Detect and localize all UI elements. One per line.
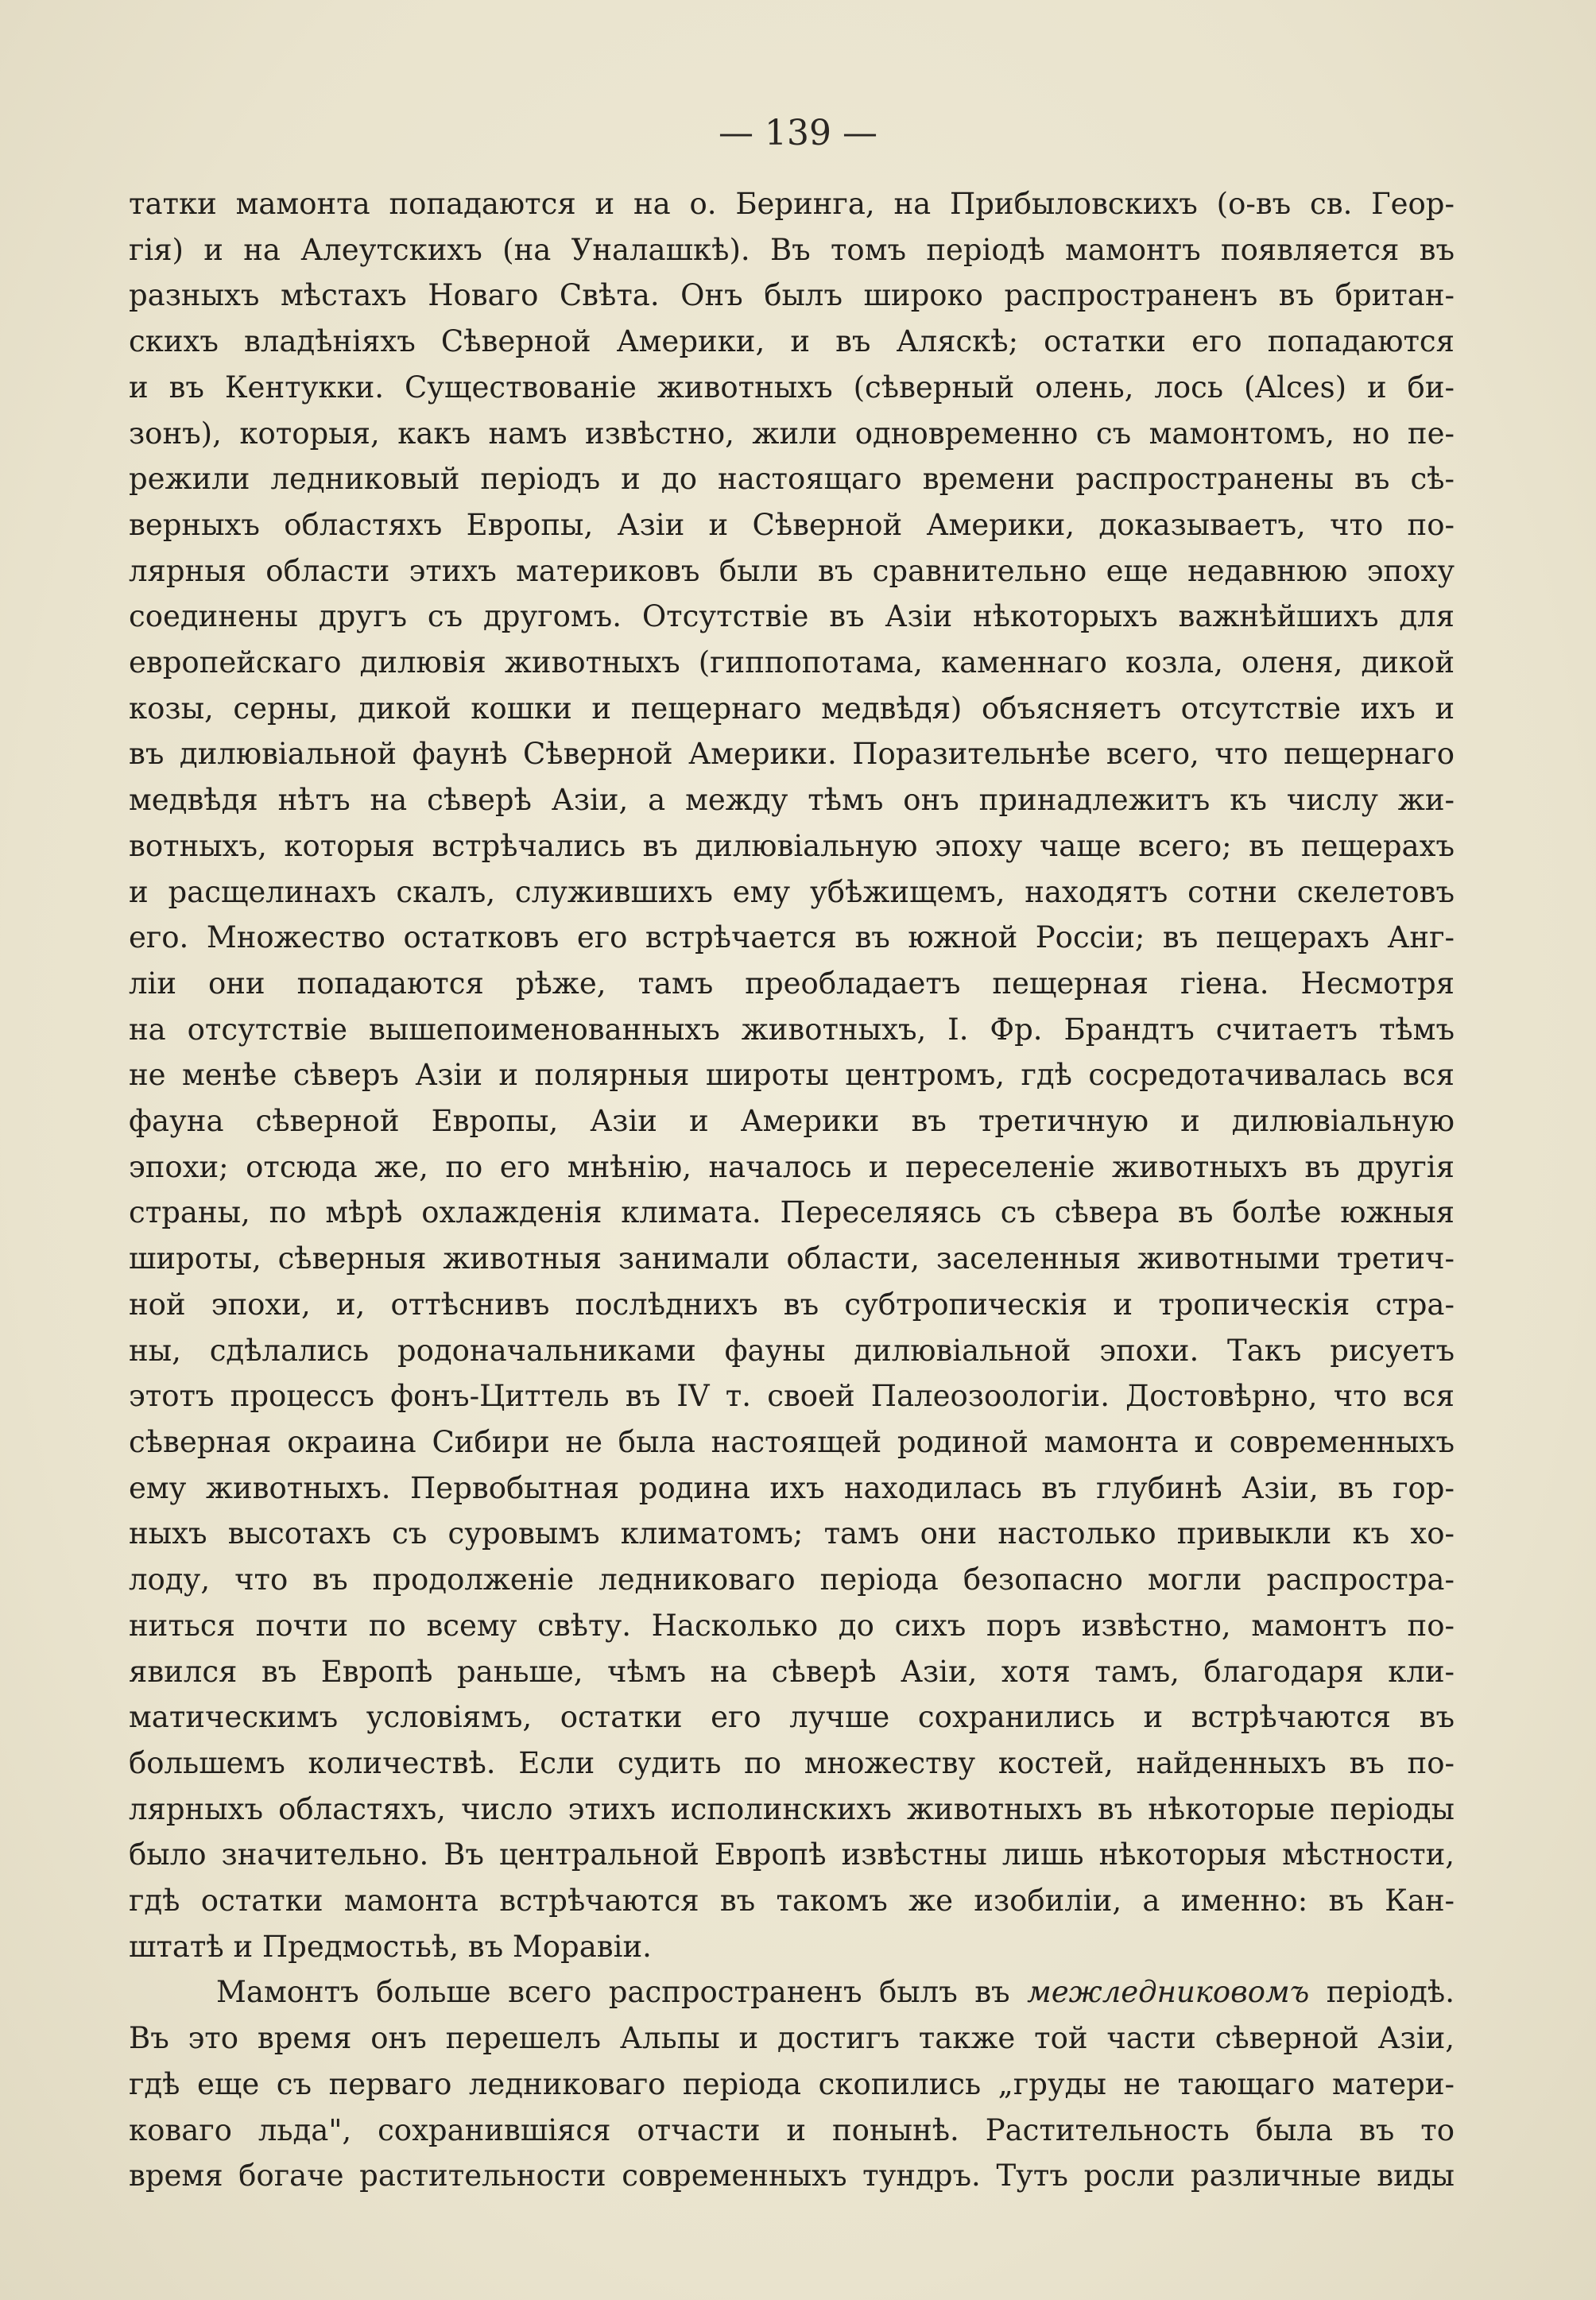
text-line: ной эпохи, и, оттѣснивъ послѣднихъ въ субтропическія и тропическія стра- (129, 1287, 1455, 1322)
text-line: зонъ), которыя, какъ намъ извѣстно, жили одновременно съ мамонтомъ, но пе- (129, 416, 1455, 451)
text-line: соединены другъ съ другомъ. Отсутствіе въ Азіи нѣкоторыхъ важнѣйшихъ для (129, 599, 1455, 634)
text-line-with-emphasis (129, 1969, 1455, 2015)
text-line: ниться почти по всему свѣту. Насколько до сихъ поръ извѣстно, мамонтъ по- (129, 1608, 1455, 1643)
text-line: штатѣ и Предмостьѣ, въ Моравіи. (129, 1929, 652, 1964)
text-line: лярныхъ областяхъ, число этихъ исполинскихъ животныхъ въ нѣкоторые періоды (129, 1791, 1455, 1826)
text-line: явился въ Европѣ раньше, чѣмъ на сѣверѣ Азіи, хотя тамъ, благодаря кли- (129, 1654, 1455, 1689)
text-line: гія) и на Алеутскихъ (на Уналашкѣ). Въ томъ періодѣ мамонтъ появляется въ (129, 232, 1455, 267)
text-run: періодѣ. (1309, 1975, 1455, 2010)
text-line: и въ Кентукки. Существованіе животныхъ (сѣверный олень, лось (Alces) и би- (129, 370, 1455, 405)
text-line: страны, по мѣрѣ охлажденія климата. Переселяясь съ сѣвера въ болѣе южныя (129, 1195, 1455, 1230)
text-line: европейскаго дилювія животныхъ (гиппопотама, каменнаго козла, оленя, дикой (129, 645, 1455, 680)
text-line: татки мамонта попадаются и на о. Беринга, на Прибыловскихъ (о-въ св. Геор- (129, 187, 1455, 221)
text-line: лоду, что въ продолженіе ледниковаго періода безопасно могли распростра- (129, 1562, 1455, 1597)
emphasized-term: межледниковомъ (1027, 1975, 1310, 2010)
text-line: Въ это время онъ перешелъ Альпы и достигъ также той части сѣверной Азіи, (129, 2021, 1455, 2056)
text-line: эпохи; отсюда же, по его мнѣнію, началось и переселеніе животныхъ въ другія (129, 1149, 1455, 1184)
text-line: верныхъ областяхъ Европы, Азіи и Сѣверной Америки, доказываетъ, что по- (129, 507, 1455, 542)
text-line: этотъ процессъ фонъ-Циттель въ IV т. своей Палеозоологіи. Достовѣрно, что вся (129, 1379, 1455, 1414)
text-line: въ дилювіальной фаунѣ Сѣверной Америки. Поразительнѣе всего, что пещернаго (129, 737, 1455, 772)
body-text (129, 181, 1455, 2199)
text-line: ему животныхъ. Первобытная родина ихъ находилась въ глубинѣ Азіи, въ гор- (129, 1470, 1455, 1505)
text-line: на отсутствіе вышепоименованныхъ животныхъ, І. Фр. Брандтъ считаетъ тѣмъ (129, 1012, 1455, 1047)
text-line: ліи они попадаются рѣже, тамъ преобладаетъ пещерная гіена. Несмотря (129, 966, 1455, 1001)
text-line: не менѣе сѣверъ Азіи и полярныя широты центромъ, гдѣ сосредотачивалась вся (129, 1058, 1455, 1093)
text-line: ныхъ высотахъ съ суровымъ климатомъ; тамъ они настолько привыкли къ хо- (129, 1516, 1455, 1551)
text-line: большемъ количествѣ. Если судить по множеству костей, найденныхъ въ по- (129, 1745, 1455, 1780)
text-line: разныхъ мѣстахъ Новаго Свѣта. Онъ былъ широко распространенъ въ британ- (129, 278, 1455, 313)
paragraph-1 (129, 181, 1455, 1969)
page-number: — 139 — (719, 113, 877, 153)
text-line: его. Множество остатковъ его встрѣчается въ южной Россіи; въ пещерахъ Анг- (129, 920, 1455, 955)
text-line: было значительно. Въ центральной Европѣ извѣстны лишь нѣкоторыя мѣстности, (129, 1837, 1455, 1872)
paragraph-2 (129, 1969, 1455, 2199)
text-line: и расщелинахъ скалъ, служившихъ ему убѣжищемъ, находятъ сотни скелетовъ (129, 874, 1455, 909)
text-run: Мамонтъ больше всего распространенъ былъ въ (216, 1975, 1028, 2010)
text-line: вотныхъ, которыя встрѣчались въ дилювіальную эпоху чаще всего; въ пещерахъ (129, 828, 1455, 863)
text-line: гдѣ остатки мамонта встрѣчаются въ такомъ же изобиліи, а именно: въ Кан- (129, 1884, 1455, 1919)
text-line: режили ледниковый періодъ и до настоящаго времени распространены въ сѣ- (129, 462, 1455, 497)
text-line: широты, сѣверныя животныя занимали области, заселенныя животными третич- (129, 1241, 1455, 1276)
text-line: коваго льда", сохранившіяся отчасти и понынѣ. Растительность была въ то (129, 2112, 1455, 2147)
text-line: сѣверная окраина Сибири не была настоящей родиной мамонта и современныхъ (129, 1424, 1455, 1459)
text-line: ны, сдѣлались родоначальниками фауны дилювіальной эпохи. Такъ рисуетъ (129, 1333, 1455, 1368)
text-line: матическимъ условіямъ, остатки его лучше сохранились и встрѣчаются въ (129, 1700, 1455, 1735)
text-line: фауна сѣверной Европы, Азіи и Америки въ третичную и дилювіальную (129, 1104, 1455, 1139)
text-line: скихъ владѣніяхъ Сѣверной Америки, и въ Аляскѣ; остатки его попадаются (129, 324, 1455, 359)
text-line: лярныя области этихъ материковъ были въ сравнительно еще недавнюю эпоху (129, 553, 1455, 588)
text-line: медвѣдя нѣтъ на сѣверѣ Азіи, а между тѣмъ онъ принадлежитъ къ числу жи- (129, 783, 1455, 818)
text-line: козы, серны, дикой кошки и пещернаго медвѣдя) объясняетъ отсутствіе ихъ и (129, 691, 1455, 726)
text-line: гдѣ еще съ перваго ледниковаго періода скопились „груды не тающаго матери- (129, 2066, 1455, 2101)
text-line: время богаче растительности современныхъ тундръ. Тутъ росли различные виды (129, 2159, 1455, 2194)
